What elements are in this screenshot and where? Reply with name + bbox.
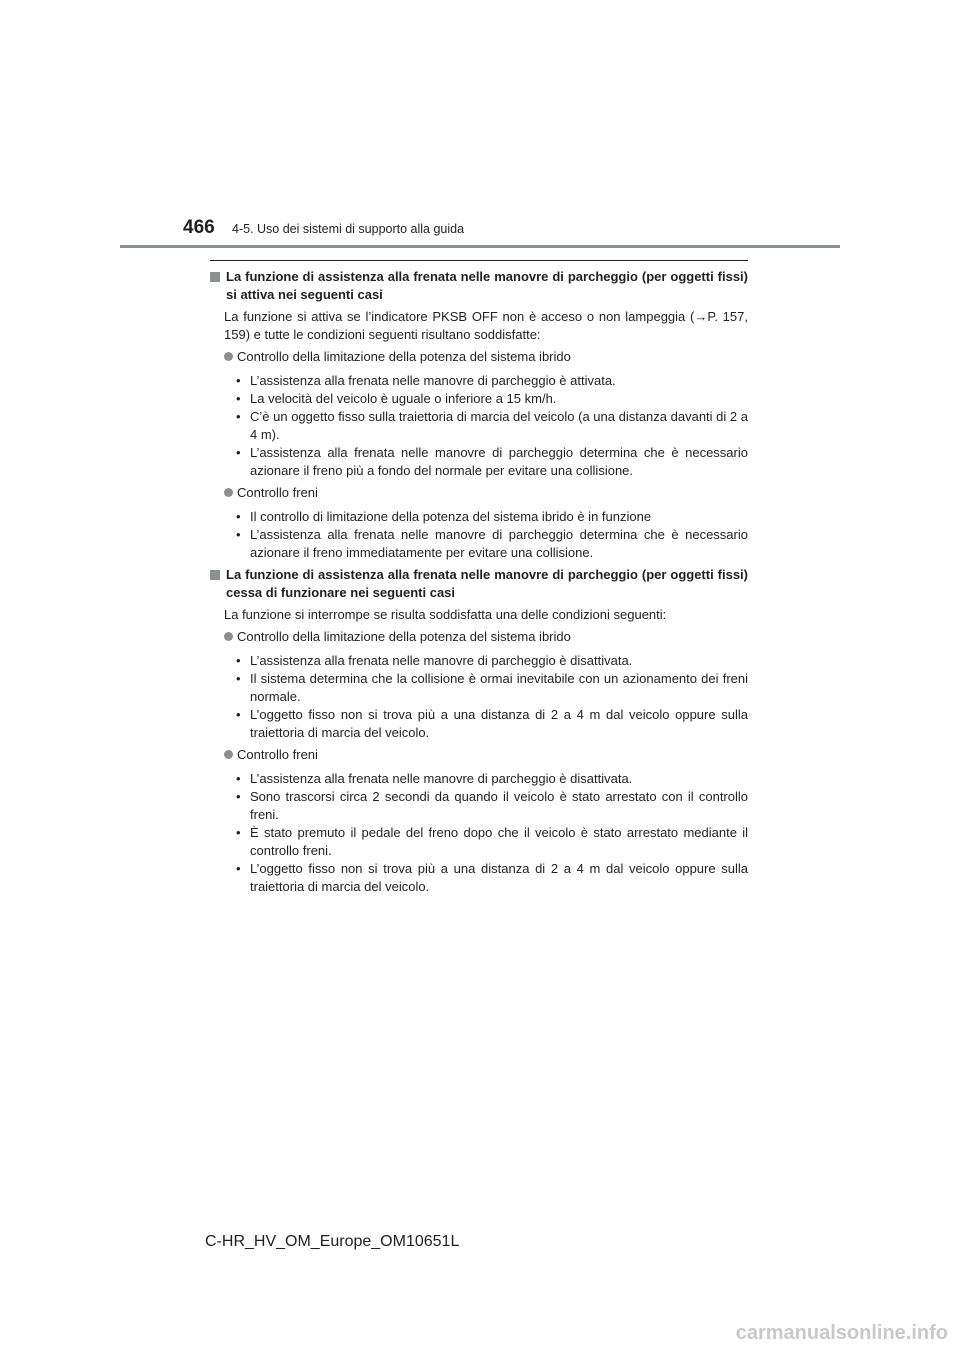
list-item: • C’è un oggetto fisso sulla traiettoria di marcia del veicolo (a una distanza davanti di 2 a 4 m).: [210, 408, 748, 444]
watermark: carmanualsonline.info: [735, 1322, 948, 1344]
section-intro: La funzione si interrompe se risulta soddisfatta una delle condizioni seguenti:: [224, 607, 667, 622]
condition-list: [210, 652, 748, 742]
section-heading-text: La funzione di assistenza alla frenata nelle manovre di parcheggio (per oggetti fissi) cessa di funzionare nei seguenti casi: [226, 567, 748, 600]
circle-bullet-icon: [224, 750, 233, 759]
list-item: • L’assistenza alla frenata nelle manovre di parcheggio determina che è necessario azionare il freno più a fondo del normale per evitare una collisione.: [210, 444, 748, 480]
section-activation: [210, 268, 748, 562]
list-item: • L’assistenza alla frenata nelle manovre di parcheggio è disattivata.: [210, 770, 748, 788]
group-title-text: Controllo freni: [237, 485, 318, 500]
list-item: • L’assistenza alla frenata nelle manovre di parcheggio è disattivata.: [210, 652, 748, 670]
list-item: • È stato premuto il pedale del freno dopo che il veicolo è stato arrestato mediante il controllo freni.: [210, 824, 748, 860]
group-title: [224, 746, 748, 764]
group-title-text: Controllo della limitazione della potenza del sistema ibrido: [237, 349, 571, 364]
group-title: [224, 484, 748, 502]
section-intro: La funzione si attiva se l’indicatore PKSB OFF non è acceso o non lampeggia (→P. 157, 159) e tutte le condizioni seguenti risultano soddisfatte:: [224, 309, 748, 342]
group-title: [224, 348, 748, 366]
list-item: • L’oggetto fisso non si trova più a una distanza di 2 a 4 m dal veicolo oppure sulla traiettoria di marcia del veicolo.: [210, 860, 748, 896]
square-bullet-icon: [210, 570, 220, 580]
list-item: • Sono trascorsi circa 2 secondi da quando il veicolo è stato arrestato con il controllo freni.: [210, 788, 748, 824]
section-heading-text: La funzione di assistenza alla frenata nelle manovre di parcheggio (per oggetti fissi) si attiva nei seguenti casi: [226, 269, 748, 302]
condition-list: [210, 372, 748, 480]
list-item: • Il sistema determina che la collisione è ormai inevitabile con un azionamento dei freni normale.: [210, 670, 748, 706]
list-item: • La velocità del veicolo è uguale o inferiore a 15 km/h.: [210, 390, 748, 408]
section-deactivation: [210, 566, 748, 896]
section-heading: [210, 268, 748, 304]
content: [210, 268, 748, 900]
circle-bullet-icon: [224, 488, 233, 497]
condition-list: [210, 508, 748, 562]
section-title: 4-5. Uso dei sistemi di supporto alla guida: [232, 222, 465, 236]
list-item: • L’assistenza alla frenata nelle manovre di parcheggio determina che è necessario azionare il freno immediatamente per evitare una collisione.: [210, 526, 748, 562]
list-item: • Il controllo di limitazione della potenza del sistema ibrido è in funzione: [210, 508, 748, 526]
group-title-text: Controllo freni: [237, 747, 318, 762]
header-rule: [120, 245, 840, 248]
circle-bullet-icon: [224, 632, 233, 641]
page-number: 466: [183, 217, 215, 238]
list-item: • L’oggetto fisso non si trova più a una distanza di 2 a 4 m dal veicolo oppure sulla traiettoria di marcia del veicolo.: [210, 706, 748, 742]
group-title-text: Controllo della limitazione della potenza del sistema ibrido: [237, 629, 571, 644]
circle-bullet-icon: [224, 352, 233, 361]
condition-list: [210, 770, 748, 896]
section-heading: [210, 566, 748, 602]
square-bullet-icon: [210, 272, 220, 282]
list-item: • L’assistenza alla frenata nelle manovre di parcheggio è attivata.: [210, 372, 748, 390]
group-title: [224, 628, 748, 646]
document-id: C-HR_HV_OM_Europe_OM10651L: [205, 1233, 460, 1250]
content-rule: [210, 260, 748, 261]
